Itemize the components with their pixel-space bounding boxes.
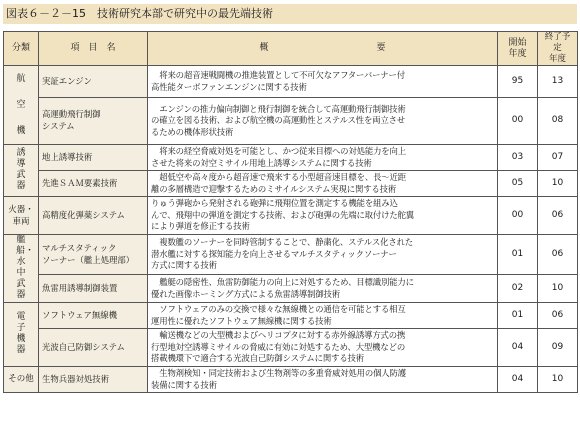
research-table [3, 31, 578, 393]
item-name: 高運動飛行制御 システム [39, 98, 148, 145]
end-year: 10 [538, 367, 578, 393]
category-ships-underwater-weapons: 艦船・水中武器 [4, 235, 39, 303]
end-year: 10 [538, 171, 578, 197]
table-row [4, 66, 578, 98]
start-year: 00 [498, 98, 538, 145]
table-row [4, 197, 578, 235]
item-name: 光波自己防御システム [39, 329, 148, 367]
start-year: 04 [498, 329, 538, 367]
category-guided-weapons: 誘導武器 [4, 145, 39, 197]
item-description: 将来の超音速戦闘機の推進装置として不可欠なアフターバーナー付 高性能ターボファンエンジンに関する技術 [148, 66, 498, 98]
start-year: 95 [498, 66, 538, 98]
table-row [4, 171, 578, 197]
category-aircraft: 航空機 [4, 66, 39, 145]
start-year: 03 [498, 145, 538, 171]
category-electronics: 電子機器 [4, 303, 39, 367]
item-name: 地上誘導技術 [39, 145, 148, 171]
start-year: 01 [498, 303, 538, 329]
item-name: 実証エンジン [39, 66, 148, 98]
item-description: ソフトウェアのみの交換で様々な無線機との通信を可能とする相互 運用性に優れたソフトウェア無線機に関する技術 [148, 303, 498, 329]
item-description: エンジンの推力偏向制御と飛行制御を統合して高運動飛行制御技術 の確立を図る技術、および航空機の高運動性とステルス性を両立させ るための機体形状技術 [148, 98, 498, 145]
end-year: 10 [538, 275, 578, 303]
table-row [4, 145, 578, 171]
header-start-year: 開始 年度 [498, 32, 538, 66]
start-year: 04 [498, 367, 538, 393]
end-year: 09 [538, 329, 578, 367]
item-name: 魚雷用誘導制御装置 [39, 275, 148, 303]
item-name: 生物兵器対処技術 [39, 367, 148, 393]
item-description: 生物剤検知・同定技術および生物剤等の多重脅威対処用の個人防護 装備に関する技術 [148, 367, 498, 393]
table-row [4, 329, 578, 367]
end-year: 06 [538, 303, 578, 329]
item-description: 輸送機などの大型機およびヘリコプタに対する赤外線誘導方式の携 行型地対空誘導ミサイルの脅威に有効に対処するため、大型機などの 搭載機環下で適合する光波自己防御システムに関する技術 [148, 329, 498, 367]
item-name: ソフトウェア無線機 [39, 303, 148, 329]
item-description: 複数艦のソーナーを同時管制することで、静粛化、ステルス化された 潜水艦に対する探知能力を向上させるマルチスタティックソーナー 方式に関する技術 [148, 235, 498, 275]
table-row [4, 235, 578, 275]
end-year: 13 [538, 66, 578, 98]
header-item: 項 目 名 [39, 32, 148, 66]
table-row [4, 275, 578, 303]
start-year: 05 [498, 171, 538, 197]
header-category: 分類 [4, 32, 39, 66]
table-row [4, 367, 578, 393]
header-end-year: 終了予定 年度 [538, 32, 578, 66]
item-description: 将来の経空脅威対処を可能とし、かつ従来目標への対処能力を向上 させた将来の対空ミサイル用地上誘導システムに関する技術 [148, 145, 498, 171]
end-year: 06 [538, 197, 578, 235]
table-header-row [4, 32, 578, 66]
start-year: 01 [498, 235, 538, 275]
item-description: 超低空や高々度から超音速で飛来する小型超音速目標を、長～近距 離の多層構造で迎撃するためのミサイルシステム実現に関する技術 [148, 171, 498, 197]
end-year: 07 [538, 145, 578, 171]
end-year: 08 [538, 98, 578, 145]
item-name: 先進ＳＡＭ要素技術 [39, 171, 148, 197]
table-row [4, 98, 578, 145]
item-name: 高精度化弾薬システム [39, 197, 148, 235]
start-year: 02 [498, 275, 538, 303]
item-description: りゅう弾砲から発射される砲弾に飛翔位置を測定する機能を組み込 んで、飛翔中の弾道を測定する技術、および砲弾の先端に取付けた舵翼 により弾道を修正する技術 [148, 197, 498, 235]
figure-title: 図表６－２－15 技術研究本部で研究中の最先端技術 [3, 4, 577, 24]
item-name: マルチスタティック ソーナー（艦上処理部） [39, 235, 148, 275]
header-overview: 概 要 [148, 32, 498, 66]
table-row [4, 303, 578, 329]
category-firearms-vehicles: 火器・車両 [4, 197, 39, 235]
category-other: その他 [4, 367, 39, 393]
item-description: 艦艇の隠密性、魚雷防御能力の向上に対処するため、目標識別能力に 優れた画像ホーミング方式による魚雷誘導制御技術 [148, 275, 498, 303]
end-year: 06 [538, 235, 578, 275]
start-year: 00 [498, 197, 538, 235]
